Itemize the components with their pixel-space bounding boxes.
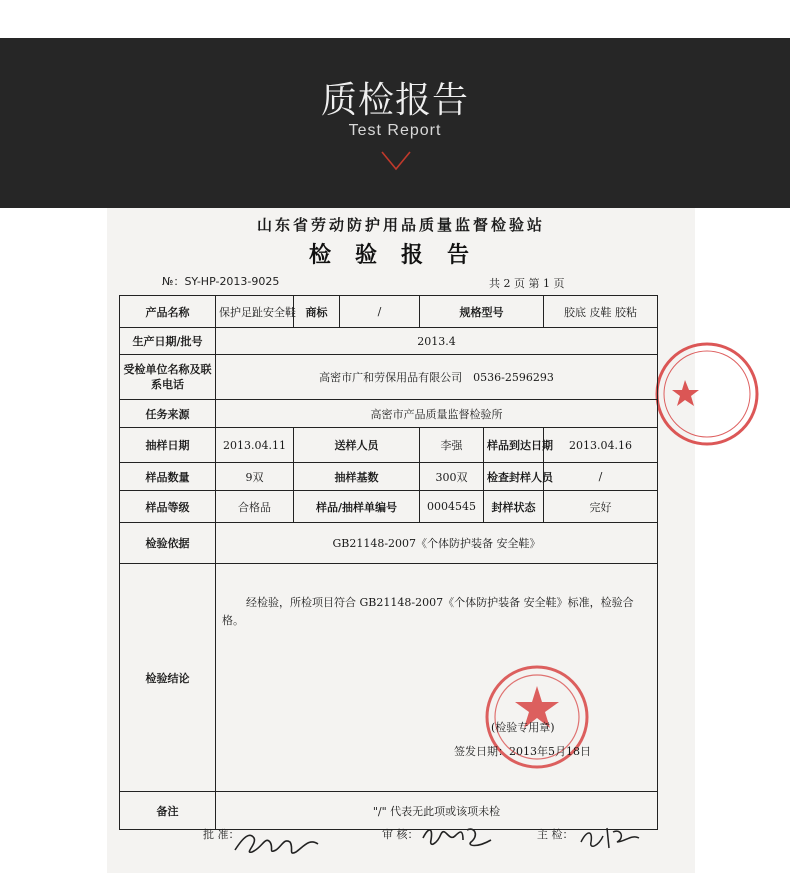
cell-value: 2013.4 (216, 328, 658, 355)
approve-label: 批 准： (203, 828, 240, 841)
table-row (120, 296, 658, 328)
table-row (120, 428, 658, 463)
table-row (120, 328, 658, 355)
report-table (119, 295, 658, 830)
cell-value: 胶底 皮鞋 胶粘 (544, 296, 658, 328)
cell-label: 送样人员 (294, 428, 420, 463)
cell-value: / (340, 296, 420, 328)
cell-value: 300双 (420, 463, 484, 491)
report-number: №：SY-HP-2013-9025 (162, 275, 280, 288)
table-row (120, 463, 658, 491)
report-title: 检验报告 (308, 242, 493, 268)
down-triangle-icon (380, 150, 412, 172)
cell-value: GB21148-2007《个体防护装备 安全鞋》 (216, 523, 658, 564)
table-row (120, 491, 658, 523)
edge-seal-stamp (655, 338, 695, 450)
cell-label: 产品名称 (120, 296, 216, 328)
cell-value: 9双 (216, 463, 294, 491)
main-inspector-signature (577, 820, 647, 854)
cell-label: 检验依据 (120, 523, 216, 564)
cell-label: 检验结论 (120, 564, 216, 792)
header-banner (0, 38, 790, 208)
cell-label: 封样状态 (484, 491, 544, 523)
cell-label: 生产日期/批号 (120, 328, 216, 355)
cell-label: 备注 (120, 792, 216, 830)
cell-label: 抽样日期 (120, 428, 216, 463)
cell-value: 0004545 (420, 491, 484, 523)
page-subtitle: Test Report (348, 122, 442, 139)
cell-value: 保护足趾安全鞋 (216, 296, 294, 328)
cell-label: 检查封样人员 (484, 463, 544, 491)
cell-label: 商标 (294, 296, 340, 328)
approve-signature (232, 826, 327, 860)
cell-label: 规格型号 (420, 296, 544, 328)
review-signature (419, 820, 499, 854)
cell-value: 完好 (544, 491, 658, 523)
table-row (120, 355, 658, 400)
stamp-note: (检验专用章) (491, 721, 555, 734)
cell-value: / (544, 463, 658, 491)
table-row (120, 523, 658, 564)
cell-value: 李强 (420, 428, 484, 463)
cell-value: 高密市广和劳保用品有限公司 0536-2596293 (216, 355, 658, 400)
cell-label: 抽样基数 (294, 463, 420, 491)
page-title: 质检报告 (320, 80, 469, 121)
conclusion-cell (216, 564, 658, 792)
cell-value: 合格品 (216, 491, 294, 523)
cell-value: 2013.04.11 (216, 428, 294, 463)
conclusion-text: 经检验，所检项目符合 GB21148-2007《个体防护装备 安全鞋》标准，检验合格。 (222, 596, 634, 627)
cell-label: 样品到达日期 (484, 428, 544, 463)
report-document (107, 208, 695, 873)
page-count: 共 2 页 第 1 页 (489, 277, 565, 290)
cell-label: 样品等级 (120, 491, 216, 523)
issue-date: 签发日期：2013年5月18日 (454, 745, 591, 758)
cell-label: 受检单位名称及联系电话 (120, 355, 216, 400)
issuing-organization: 山东省劳动防护用品质量监督检验站 (256, 216, 545, 234)
cell-label: 任务来源 (120, 400, 216, 428)
cell-value: 2013.04.16 (544, 428, 658, 463)
table-row (120, 564, 658, 792)
cell-label: 样品数量 (120, 463, 216, 491)
cell-value: "/" 代表无此项或该项未检 (216, 792, 658, 830)
table-row (120, 400, 658, 428)
cell-value: 高密市产品质量监督检验所 (216, 400, 658, 428)
review-label: 审 核： (382, 828, 419, 841)
main-inspector-label: 主 检： (537, 828, 574, 841)
cell-label: 样品/抽样单编号 (294, 491, 420, 523)
